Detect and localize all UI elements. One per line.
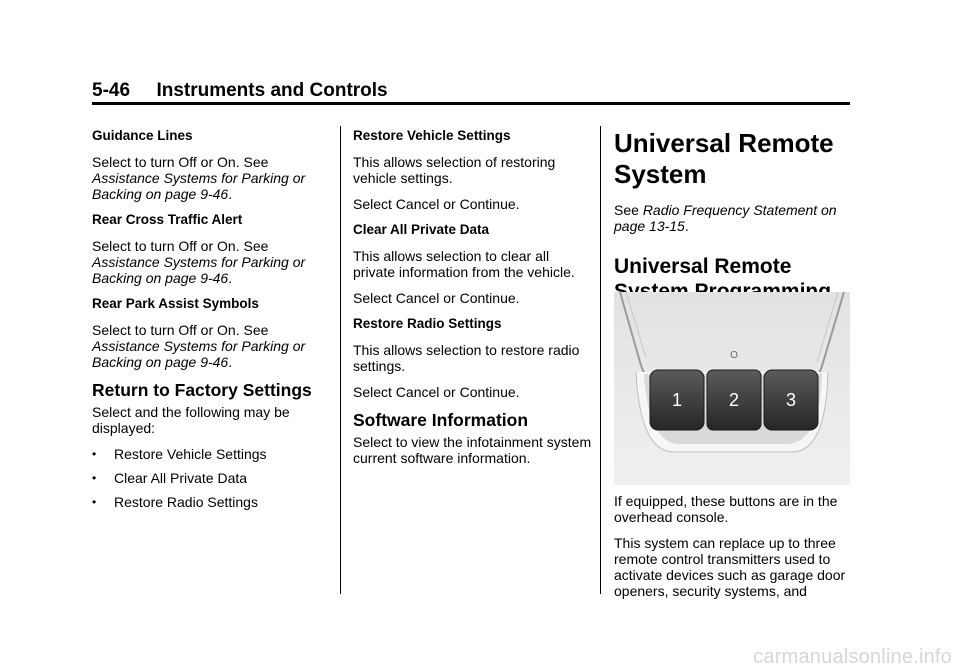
bullet-icon: • (92, 471, 97, 485)
guidance-lines-link[interactable]: Assistance Systems for Parking or Backing on page 9-46 (92, 170, 306, 202)
restore-vehicle-text: This allows selection of restoring vehicle settings. (353, 154, 556, 186)
column-2 (353, 128, 593, 476)
column-divider (340, 126, 341, 594)
button-1-label: 1 (671, 390, 683, 410)
page-number: 5-46 (92, 80, 131, 101)
clear-data-title: Clear All Private Data (353, 222, 490, 237)
overhead-console-image (614, 292, 850, 485)
radio-frequency-link[interactable]: Radio Frequency Statement on page 13-15 (614, 202, 837, 234)
restore-radio-select: Select Cancel or Continue. (353, 384, 520, 400)
page-header (92, 80, 388, 102)
clear-data-select: Select Cancel or Continue. (353, 290, 520, 306)
rpas-title: Rear Park Assist Symbols (92, 296, 259, 311)
overhead-console-illustration (614, 292, 850, 485)
system-text: This system can replace up to three remote control transmitters used to activate devices such as garage door openers, security systems, and (614, 535, 846, 599)
header-rule (92, 102, 850, 105)
clear-data-text: This allows selection to clear all private information from the vehicle. (353, 248, 575, 280)
rpas-link[interactable]: Assistance Systems for Parking or Backing on page 9-46 (92, 338, 306, 370)
rcta-text: Select to turn Off or On. See Assistance Systems for Parking or Backing on page 9-46. (92, 238, 306, 286)
column-1 (92, 128, 328, 518)
equipped-text: If equipped, these buttons are in the overhead console. (614, 493, 838, 525)
factory-settings-heading: Return to Factory Settings (92, 380, 312, 400)
indicator-light-icon: O (730, 350, 738, 361)
bullet-item: • Clear All Private Data (92, 470, 248, 486)
bullet-item: • Restore Vehicle Settings (92, 446, 267, 462)
button-2-label: 2 (728, 390, 740, 410)
bullet-icon: • (92, 495, 97, 509)
see-reference: See Radio Frequency Statement on page 13-15. (614, 202, 837, 234)
column-3-lower (614, 493, 854, 609)
universal-remote-heading: Universal Remote System (614, 128, 834, 189)
column-divider (600, 126, 601, 594)
factory-settings-text: Select and the following may be displayed: (92, 404, 290, 436)
rcta-link[interactable]: Assistance Systems for Parking or Backing on page 9-46 (92, 254, 306, 286)
software-info-heading: Software Information (353, 410, 529, 430)
restore-vehicle-title: Restore Vehicle Settings (353, 128, 511, 143)
restore-vehicle-select: Select Cancel or Continue. (353, 196, 520, 212)
button-3-label: 3 (785, 390, 797, 410)
restore-radio-title: Restore Radio Settings (353, 316, 502, 331)
software-info-text: Select to view the infotainment system current software information. (353, 434, 592, 466)
restore-radio-text: This allows selection to restore radio settings. (353, 342, 580, 374)
rpas-text: Select to turn Off or On. See Assistance Systems for Parking or Backing on page 9-46. (92, 322, 306, 370)
rcta-title: Rear Cross Traffic Alert (92, 212, 243, 227)
bullet-icon: • (92, 447, 97, 461)
bullet-item: • Restore Radio Settings (92, 494, 258, 510)
watermark: carmanualsonline.info (753, 646, 952, 668)
section-title: Instruments and Controls (156, 80, 388, 101)
programming-heading: Universal Remote (614, 255, 792, 278)
guidance-lines-title: Guidance Lines (92, 128, 193, 143)
guidance-lines-text: Select to turn Off or On. See Assistance Systems for Parking or Backing on page 9-46. (92, 154, 306, 202)
